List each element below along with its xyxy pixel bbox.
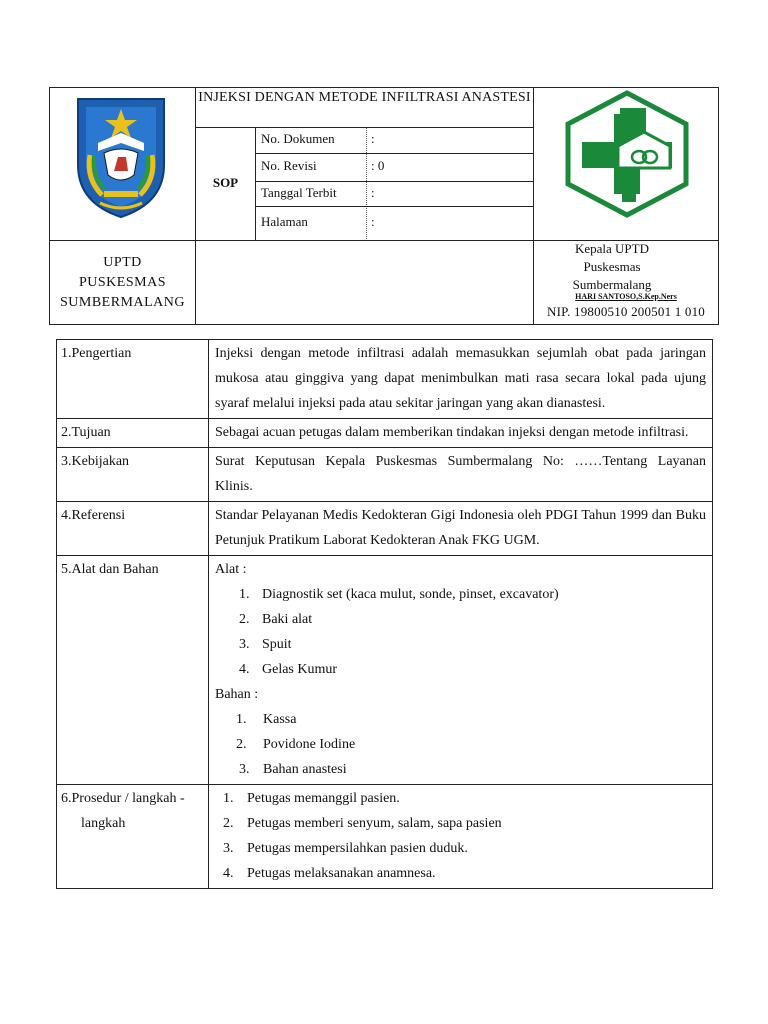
regency-emblem-logo: [72, 95, 170, 221]
sop-label: SOP: [212, 175, 239, 190]
field-label-no-dokumen: No. Dokumen: [261, 131, 335, 146]
field-value-tanggal-terbit: :: [371, 185, 375, 200]
section-text-pengertian: Injeksi dengan metode infiltrasi adalah memasukkan sejumlah obat pada jaringan mukosa atau ginggiva yang dapat menimbulkan mati rasa secara lokal pada ujung syaraf melalui injeksi pada atau sekitar jaringan yang akan dianastesi.: [209, 340, 713, 419]
table-row: [57, 419, 713, 448]
list-item: 2. Povidone Iodine: [236, 737, 356, 752]
table-row: [57, 556, 713, 785]
puskesmas-logo: [562, 90, 692, 218]
section-label-prosedur: [57, 785, 209, 889]
divider: [255, 206, 533, 207]
list-item: 1. Diagnostik set (kaca mulut, sonde, pinset, excavator): [239, 587, 559, 602]
list-item: 3. Spuit: [239, 637, 292, 652]
section-text-referensi: Standar Pelayanan Medis Kedokteran Gigi Indonesia oleh PDGI Tahun 1999 dan Buku Petunjuk Pratikum Laborat Kedokteran Anak FKG UGM.: [209, 502, 713, 556]
list-item-text: Kassa: [263, 712, 297, 727]
list-item: 1. Kassa: [236, 712, 297, 727]
field-value-halaman: :: [371, 214, 375, 229]
list-item: 1. Petugas memanggil pasien.: [223, 791, 400, 806]
section-content-alat-bahan: [209, 556, 713, 785]
section-label-pengertian: 1.Pengertian: [57, 340, 209, 419]
unit-line: UPTD: [103, 255, 142, 270]
list-item: 3. Bahan anastesi: [239, 762, 347, 777]
divider: [195, 127, 533, 128]
list-item-text: Petugas memanggil pasien.: [247, 791, 400, 806]
field-value-no-dokumen: :: [371, 131, 375, 146]
divider: [255, 181, 533, 182]
unit-line: PUSKESMAS: [79, 275, 166, 290]
signer-nip: NIP. 19800510 200501 1 010: [547, 304, 705, 319]
list-item-text: Baki alat: [262, 612, 313, 627]
unit-name: [50, 253, 195, 313]
list-item-text: Petugas memberi senyum, salam, sapa pasien: [247, 816, 502, 831]
sop-title: INJEKSI DENGAN METODE INFILTRASI ANASTESI: [198, 90, 531, 105]
section-text-tujuan: Sebagai acuan petugas dalam memberikan tindakan injeksi dengan metode infiltrasi.: [209, 419, 713, 448]
section-label-line: langkah: [81, 816, 126, 831]
divider: [255, 153, 533, 154]
section-label-line: 6.Prosedur / langkah -: [61, 791, 185, 806]
list-item: 3. Petugas mempersilahkan pasien duduk.: [223, 841, 468, 856]
list-item-text: Spuit: [262, 637, 292, 652]
field-label-no-revisi: No. Revisi: [261, 158, 317, 173]
alat-list: [215, 582, 706, 682]
table-row: [57, 502, 713, 556]
field-label-tanggal-terbit: Tanggal Terbit: [261, 185, 337, 200]
divider: [255, 127, 256, 241]
section-content-prosedur: [209, 785, 713, 889]
divider: [533, 87, 534, 325]
section-text-kebijakan: Surat Keputusan Kepala Puskesmas Sumbermalang No: ……Tentang Layanan Klinis.: [209, 448, 713, 502]
unit-line: SUMBERMALANG: [59, 295, 185, 310]
signer-title: Kepala UPTD Puskesmas Sumbermalang: [572, 241, 652, 292]
bahan-heading: Bahan :: [215, 687, 259, 702]
list-item-text: Diagnostik set (kaca mulut, sonde, pinset, excavator): [262, 587, 559, 602]
prosedur-list: [215, 786, 706, 886]
divider: [195, 87, 196, 325]
list-item: 2. Petugas memberi senyum, salam, sapa pasien: [223, 816, 502, 831]
list-item-text: Povidone Iodine: [263, 737, 356, 752]
table-row: [57, 785, 713, 889]
signer-name: HARI SANTOSO,S.Kep.Ners: [575, 292, 677, 301]
section-label-kebijakan: 3.Kebijakan: [57, 448, 209, 502]
list-item: 4. Petugas melaksanakan anamnesa.: [223, 866, 436, 881]
list-item-text: Petugas melaksanakan anamnesa.: [247, 866, 436, 881]
divider: [366, 127, 367, 241]
list-item-text: Gelas Kumur: [262, 662, 338, 677]
section-label-tujuan: 2.Tujuan: [57, 419, 209, 448]
list-item-text: Bahan anastesi: [263, 762, 347, 777]
list-item: 4. Gelas Kumur: [239, 662, 338, 677]
list-item: 2. Baki alat: [239, 612, 313, 627]
field-value-no-revisi: : 0: [371, 158, 385, 173]
section-label-alat-bahan: 5.Alat dan Bahan: [57, 556, 209, 785]
bahan-list: [215, 707, 706, 782]
section-label-referensi: 4.Referensi: [57, 502, 209, 556]
sop-content-table: [56, 339, 713, 889]
alat-heading: Alat :: [215, 562, 247, 577]
field-label-halaman: Halaman: [261, 214, 308, 229]
table-row: [57, 340, 713, 419]
table-row: [57, 448, 713, 502]
list-item-text: Petugas mempersilahkan pasien duduk.: [247, 841, 468, 856]
